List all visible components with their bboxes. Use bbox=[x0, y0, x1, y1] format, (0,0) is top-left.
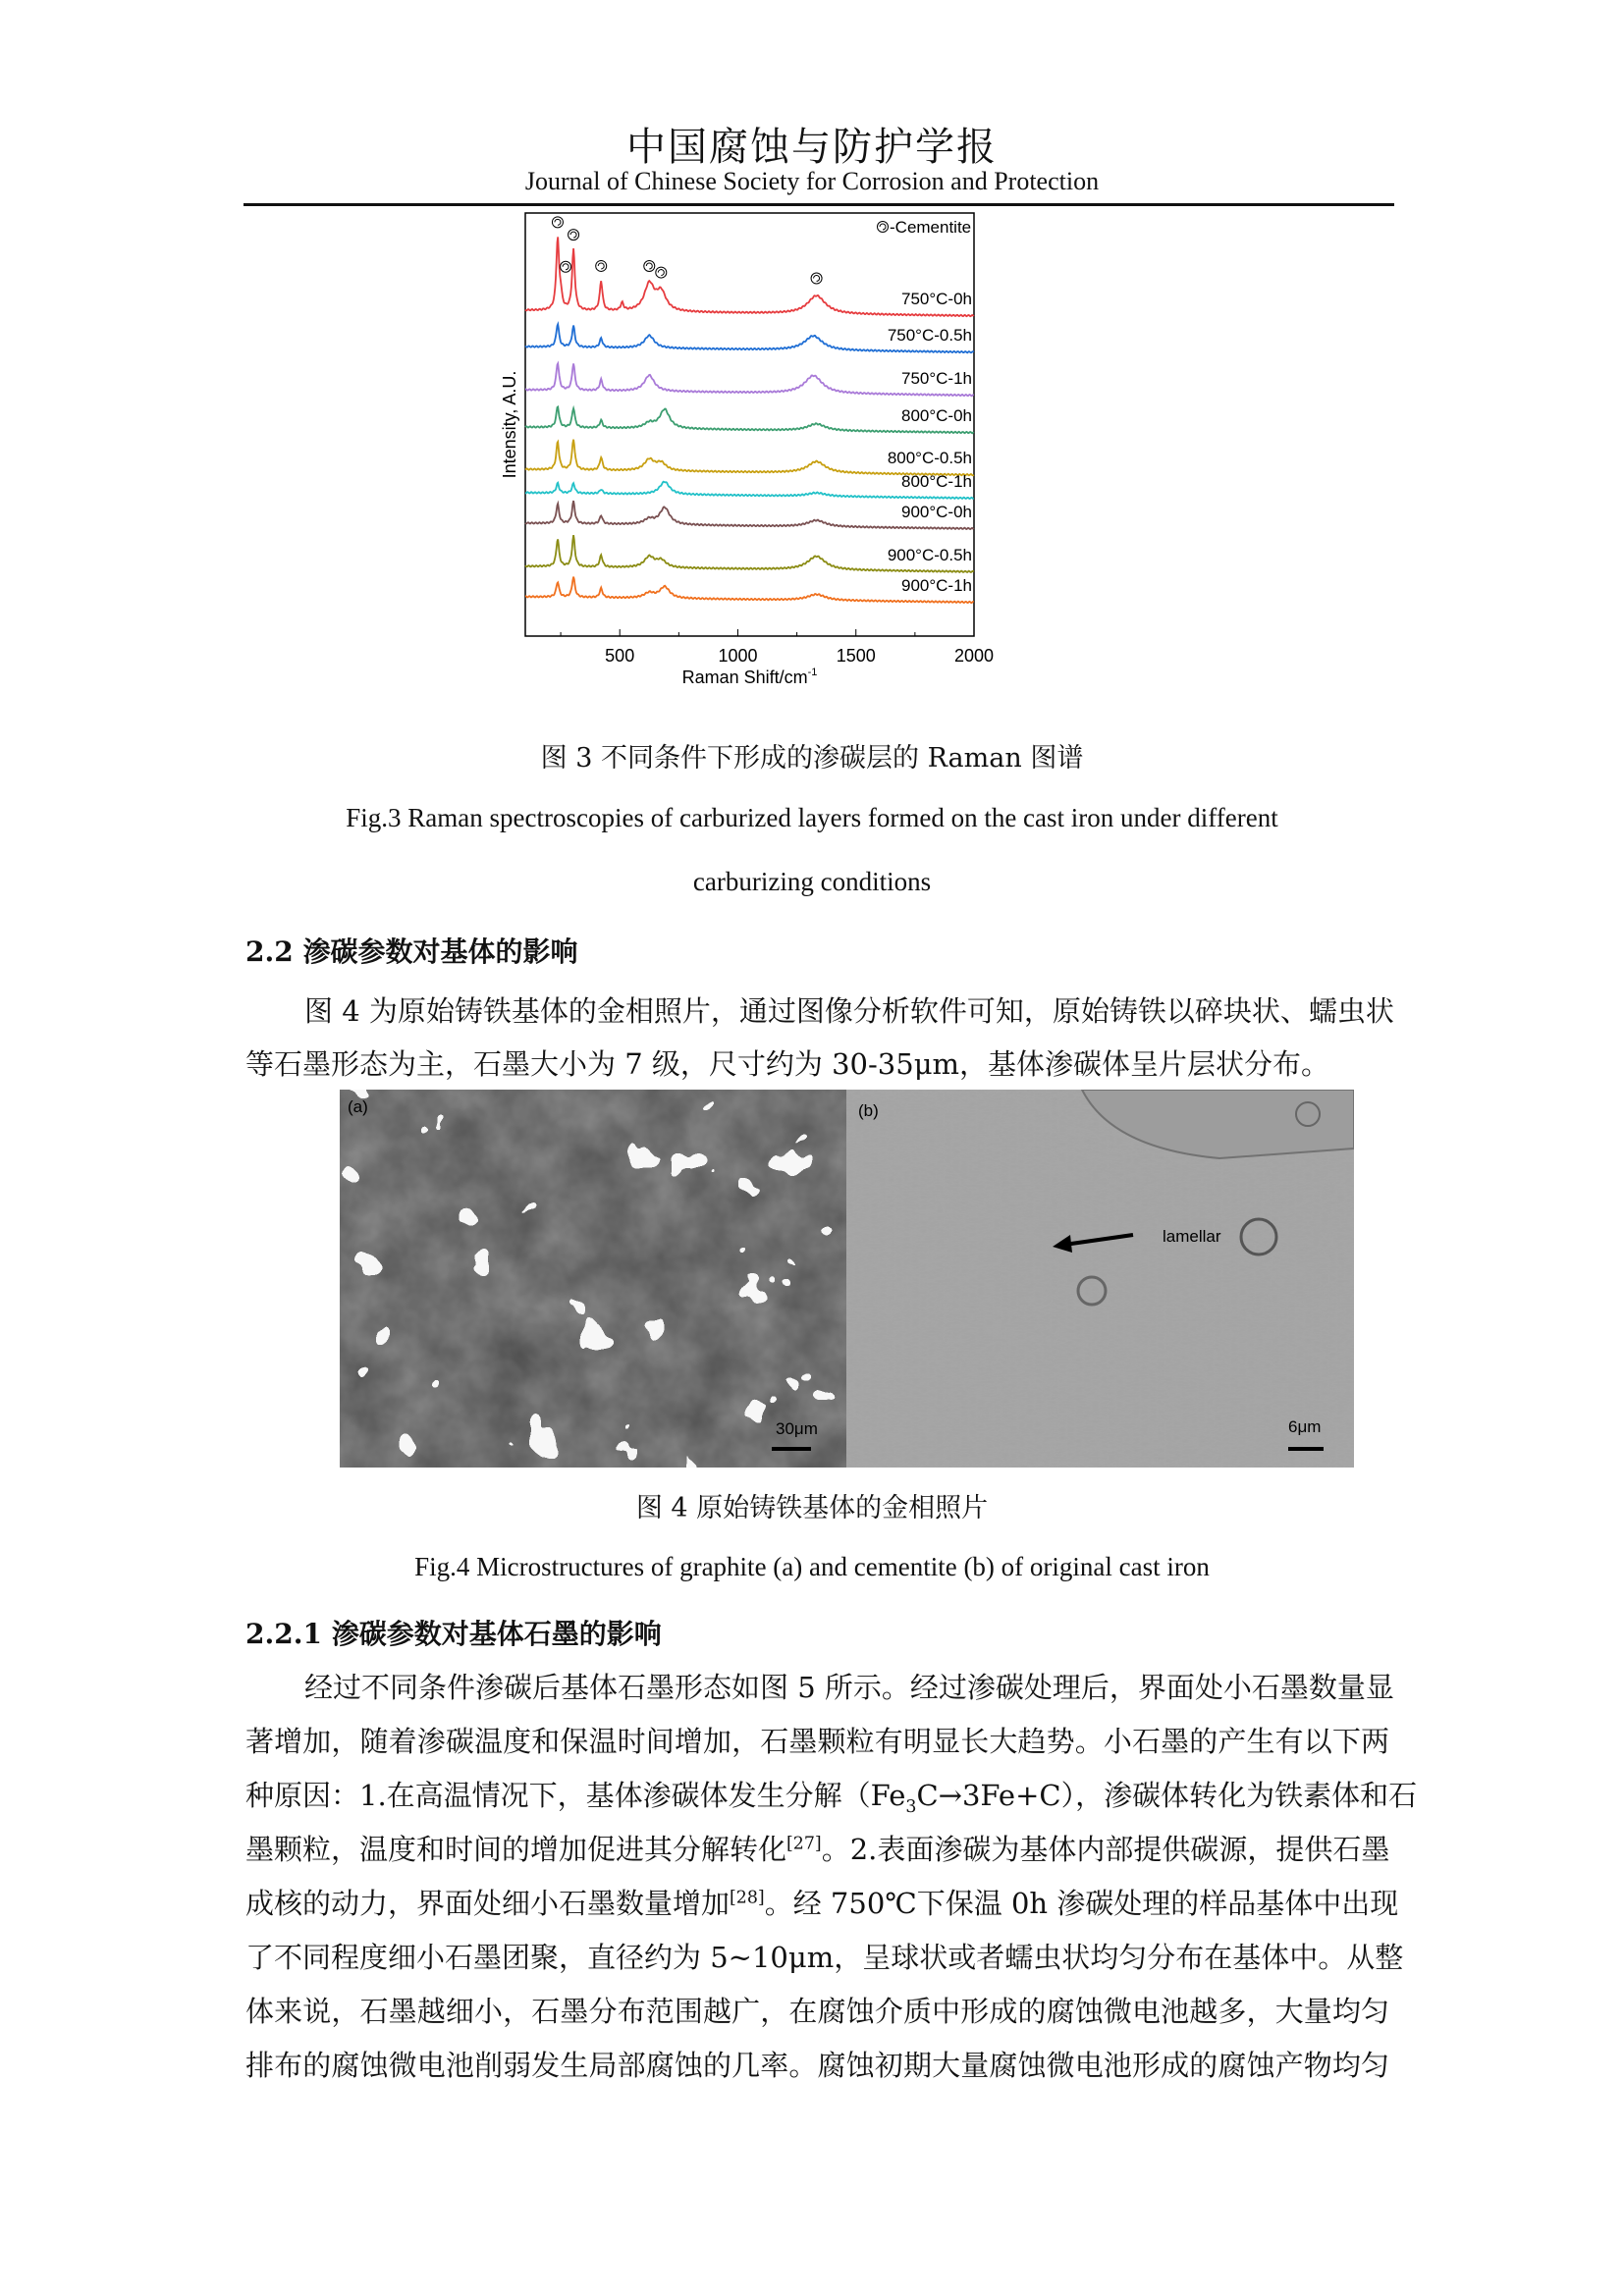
cementite-peak-marker bbox=[552, 217, 563, 228]
text-segment: 了不同程度细小石墨团聚，直径约为 5~10μm，呈球状或者蠕虫状均匀分布在基体中。从整 bbox=[245, 1941, 1404, 1974]
cementite-peak-marker bbox=[596, 260, 607, 271]
citation: [28] bbox=[730, 1888, 765, 1908]
section-2-2-heading: 2.2 渗碳参数对基体的影响 bbox=[245, 935, 578, 968]
series-label: 750°C-0.5h bbox=[887, 326, 972, 346]
series-label: 800°C-0.5h bbox=[887, 449, 972, 468]
cementite-peak-marker bbox=[811, 273, 822, 284]
text-line bbox=[245, 1774, 1418, 1817]
text-line bbox=[245, 1936, 1404, 1976]
fig4-caption-en: Fig.4 Microstructures of graphite (a) and cementite (b) of original cast iron bbox=[414, 1552, 1210, 1581]
micrograph-a bbox=[340, 1090, 846, 1468]
text-segment: 体来说，石墨越细小，石墨分布范围越广，在腐蚀介质中形成的腐蚀微电池越多，大量均匀 bbox=[245, 1995, 1389, 2028]
cementite-legend-icon bbox=[878, 222, 889, 233]
text-line bbox=[245, 2044, 1389, 2084]
text-segment: 。2.表面渗碳为基体内部提供碳源，提供石墨 bbox=[821, 1833, 1390, 1866]
text-segment: 种原因：1.在高温情况下，基体渗碳体发生分解（Fe bbox=[245, 1779, 906, 1812]
x-axis-label-text: Raman Shift/cm bbox=[681, 667, 808, 687]
cementite-peak-marker bbox=[568, 230, 579, 240]
x-axis-label bbox=[682, 667, 818, 687]
series-label: 900°C-0h bbox=[900, 502, 972, 521]
x-tick-label: 1000 bbox=[718, 646, 758, 666]
series-label: 900°C-0.5h bbox=[887, 545, 972, 564]
text-line bbox=[245, 1720, 1389, 1760]
text-segment: 排布的腐蚀微电池削弱发生局部腐蚀的几率。腐蚀初期大量腐蚀微电池形成的腐蚀产物均匀 bbox=[245, 2049, 1389, 2082]
text-line bbox=[245, 1042, 1389, 1083]
text-segment: C→3Fe+C），渗碳体转化为铁素体和石 bbox=[916, 1779, 1418, 1812]
text-line bbox=[245, 1990, 1389, 2030]
text-segment: 经过不同条件渗碳后基体石墨形态如图 5 所示。经过渗碳处理后，界面处小石墨数量显 bbox=[304, 1671, 1394, 1704]
text-segment: 墨颗粒，温度和时间的增加促进其分解转化 bbox=[245, 1833, 787, 1866]
legend-label: -Cementite bbox=[890, 218, 972, 237]
journal-title-cn: 中国腐蚀与防护学报 bbox=[626, 125, 998, 170]
x-tick-label: 500 bbox=[605, 646, 635, 666]
x-axis-label-sup: -1 bbox=[807, 667, 818, 678]
text-line bbox=[304, 989, 1394, 1030]
x-tick-label: 2000 bbox=[953, 646, 995, 666]
text-segment: 著增加，随着渗碳温度和保温时间增加，石墨颗粒有明显长大趋势。小石墨的产生有以下两 bbox=[245, 1725, 1389, 1758]
fig4-caption-cn: 图 4 原始铸铁基体的金相照片 bbox=[635, 1493, 989, 1523]
header-rule bbox=[244, 203, 1394, 206]
text-segment: 等石墨形态为主，石墨大小为 7 级，尺寸约为 30-35μm，基体渗碳体呈片层状分布。 bbox=[245, 1047, 1330, 1081]
cementite-peak-marker bbox=[644, 260, 655, 271]
panel-b-label: (b) bbox=[858, 1101, 879, 1120]
cementite-micrograph-image bbox=[846, 1090, 1354, 1468]
section-2-2-1-heading: 2.2.1 渗碳参数对基体石墨的影响 bbox=[245, 1618, 662, 1650]
panel-a-scale-label: 30μm bbox=[776, 1419, 818, 1438]
fig3-caption-cn: 图 3 不同条件下形成的渗碳层的 Raman 图谱 bbox=[540, 743, 1084, 774]
journal-title-en: Journal of Chinese Society for Corrosion and Protection bbox=[524, 167, 1100, 195]
x-tick-label: 1500 bbox=[836, 646, 876, 666]
text-line bbox=[245, 1882, 1399, 1922]
series-label: 750°C-0h bbox=[900, 290, 972, 309]
lamellar-annotation: lamellar bbox=[1163, 1227, 1221, 1246]
subscript: 3 bbox=[905, 1796, 917, 1817]
citation: [27] bbox=[786, 1834, 822, 1854]
series-label: 750°C-1h bbox=[900, 369, 972, 389]
cementite-peak-marker bbox=[561, 261, 571, 272]
raman-chart bbox=[491, 208, 1041, 719]
text-segment: 。经 750℃下保温 0h 渗碳处理的样品基体中出现 bbox=[764, 1887, 1399, 1920]
text-line bbox=[245, 1828, 1389, 1868]
micrograph-b bbox=[846, 1090, 1354, 1468]
series-label: 800°C-1h bbox=[900, 471, 972, 491]
series-label: 900°C-1h bbox=[900, 575, 972, 595]
cementite-peak-marker bbox=[656, 267, 667, 278]
y-axis-label: Intensity, A.U. bbox=[500, 370, 519, 479]
text-segment: 图 4 为原始铸铁基体的金相照片，通过图像分析软件可知，原始铸铁以碎块状、蠕虫状 bbox=[304, 994, 1394, 1028]
fig3-caption-en-1: Fig.3 Raman spectroscopies of carburized layers formed on the cast iron under different bbox=[346, 803, 1278, 832]
fig3-caption-en-2: carburizing conditions bbox=[692, 867, 932, 896]
series-label: 800°C-0h bbox=[900, 406, 972, 426]
text-segment: 成核的动力，界面处细小石墨数量增加 bbox=[245, 1887, 731, 1920]
panel-a-label: (a) bbox=[348, 1097, 368, 1116]
text-line bbox=[304, 1666, 1394, 1706]
graphite-micrograph-image bbox=[340, 1090, 846, 1468]
panel-b-scale-label: 6μm bbox=[1288, 1417, 1322, 1436]
